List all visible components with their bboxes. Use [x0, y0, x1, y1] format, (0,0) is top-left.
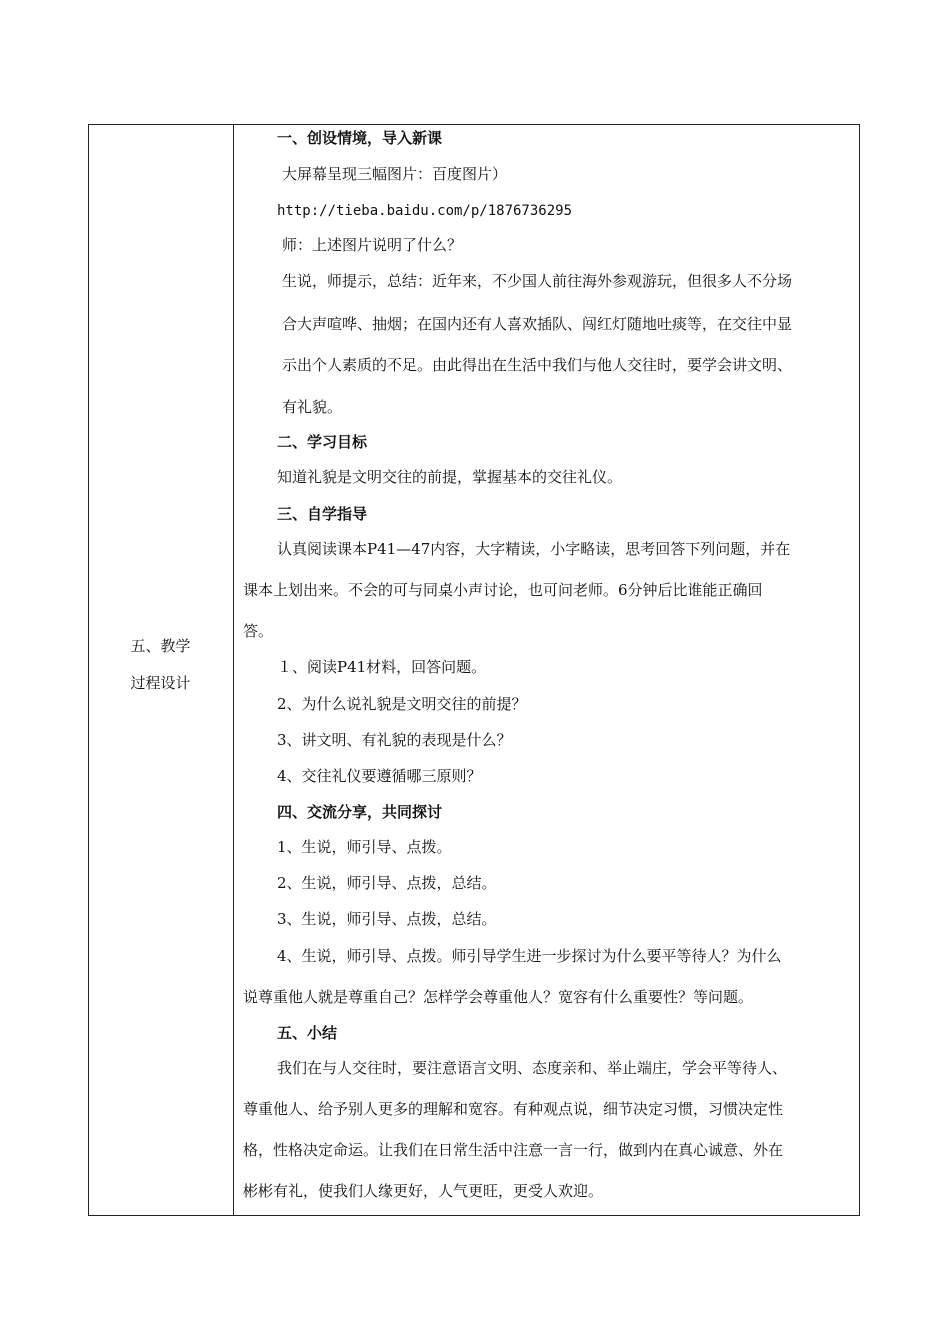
list-item: 1、生说，师引导、点拨。: [277, 838, 452, 856]
url-text: http://tieba.baidu.com/p/1876736295: [277, 203, 573, 219]
paragraph-line: 大屏幕呈现三幅图片：百度图片）: [282, 165, 508, 183]
left-cell-label-line1: 五、教学: [130, 637, 191, 655]
paragraph-line: 课本上划出来。不会的可与同桌小声讨论，也可问老师。6分钟后比谁能正确回: [243, 581, 763, 599]
question-item: 2、为什么说礼貌是文明交往的前提？: [277, 695, 527, 713]
left-cell-label-line2: 过程设计: [130, 674, 191, 692]
question-item: 4、交往礼仪要遵循哪三原则？: [277, 767, 482, 785]
column-divider: [233, 124, 234, 1216]
section-heading-3: 三、自学指导: [277, 505, 368, 523]
paragraph-line: 生说，师提示，总结：近年来，不少国人前往海外参观游玩，但很多人不分场: [282, 272, 793, 290]
paragraph-line: 尊重他人、给予别人更多的理解和宽容。有种观点说，细节决定习惯，习惯决定性: [243, 1100, 784, 1118]
paragraph-line: 彬彬有礼，使我们人缘更好，人气更旺，更受人欢迎。: [243, 1182, 604, 1200]
question-item: １、阅读P41材料，回答问题。: [277, 658, 487, 676]
paragraph-line: 示出个人素质的不足。由此得出在生活中我们与他人交往时，要学会讲文明、: [282, 356, 793, 374]
paragraph-line: 有礼貌。: [282, 398, 343, 416]
question-item: 3、讲文明、有礼貌的表现是什么？: [277, 731, 512, 749]
section-heading-4: 四、交流分享，共同探讨: [277, 803, 443, 821]
section-heading-5: 五、小结: [277, 1024, 338, 1042]
paragraph-line: 师：上述图片说明了什么？: [282, 236, 463, 254]
paragraph-line: 合大声喧哗、抽烟；在国内还有人喜欢插队、闯红灯随地吐痰等，在交往中显: [282, 315, 793, 333]
paragraph-line: 认真阅读课本P41—47内容，大字精读，小字略读，思考回答下列问题，并在: [277, 540, 791, 558]
paragraph-line: 格，性格决定命运。让我们在日常生活中注意一言一行，做到内在真心诚意、外在: [243, 1141, 784, 1159]
section-heading-2: 二、学习目标: [277, 433, 368, 451]
list-item: 3、生说，师引导、点拨，总结。: [277, 910, 497, 928]
section-heading-1: 一、创设情境，导入新课: [277, 129, 443, 147]
paragraph-line: 我们在与人交往时，要注意语言文明、态度亲和、举止端庄，学会平等待人、: [277, 1059, 788, 1077]
paragraph-line: 说尊重他人就是尊重自己？怎样学会尊重他人？宽容有什么重要性？等问题。: [243, 988, 754, 1006]
list-item: 4、生说，师引导、点拨。师引导学生进一步探讨为什么要平等待人？为什么: [277, 947, 782, 965]
list-item: 2、生说，师引导、点拨，总结。: [277, 874, 497, 892]
paragraph-line: 知道礼貌是文明交往的前提，掌握基本的交往礼仪。: [277, 468, 623, 486]
paragraph-line: 答。: [243, 622, 274, 640]
